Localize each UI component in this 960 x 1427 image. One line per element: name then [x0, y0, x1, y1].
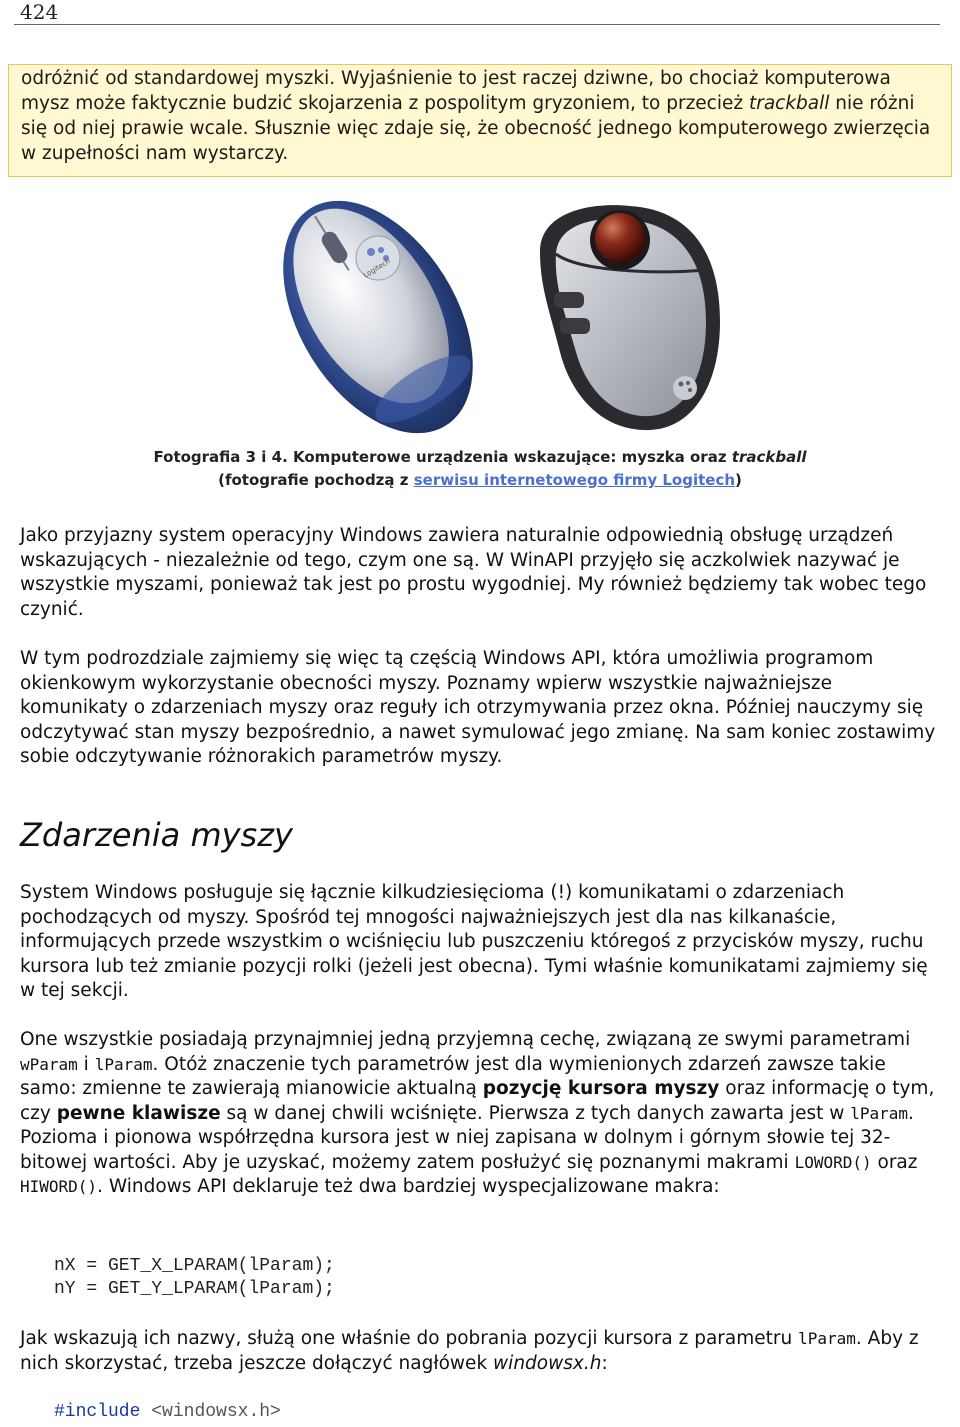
bold-keys: pewne klawisze [56, 1102, 221, 1124]
paragraph-4 [20, 1028, 945, 1200]
note-text-2: nie różni się od niej prawie wcale. Słusznie więc zdaje się, że obecność jednego komputerowego zwierzęcia w zupełności nam wystarczy. [21, 93, 931, 164]
paragraph-5 [20, 1327, 945, 1376]
p5-text: : [601, 1352, 608, 1374]
section-heading: Zdarzenia myszy [20, 816, 293, 854]
note-text: odróżnić od standardowej myszki. Wyjaśnienie to jest raczej dziwne, bo chociaż komputerowa mysz może faktycznie budzić skojarzenia z pospolitym gryzoniem, to przecież [21, 68, 891, 114]
p4-text: One wszystkie posiadają przynajmniej jedną przyjemną cechę, związaną ze swymi parametrami [20, 1029, 911, 1050]
p4-text: są w danej chwili wciśnięte. Pierwsza z tych danych zawarta jest w [220, 1102, 851, 1124]
p4-text: i [77, 1053, 95, 1075]
p5-text: . Aby z nich skorzystać, trzeba jeszcze dołączyć nagłówek [20, 1328, 919, 1374]
mouse-photo [228, 192, 528, 434]
bold-cursor-position: pozycję kursora myszy [482, 1078, 720, 1099]
caption-text: Fotografia 3 i 4. Komputerowe urządzenia wskazujące: myszka oraz [153, 448, 732, 466]
loword-code: LOWORD() [794, 1152, 872, 1172]
hiword-code: HIWORD() [20, 1177, 98, 1196]
p5-text: Jak wskazują ich nazwy, służą one właśnie do pobrania pozycji kursora z parametru [20, 1328, 799, 1349]
p4-text: . Windows API deklaruje też dwa bardziej wyspecjalizowane makra: [97, 1176, 720, 1197]
trackball-photo [520, 192, 748, 434]
p4-text: oraz informację o tym, czy [20, 1078, 935, 1124]
wparam-code: wParam [20, 1054, 78, 1074]
lparam-code: lParam [94, 1054, 153, 1074]
caption-line-2 [0, 469, 960, 492]
include-directive: #include [54, 1402, 141, 1422]
header-rule [14, 24, 940, 25]
code-line: nY = GET_Y_LPARAM(lParam); [54, 1279, 335, 1299]
figure-caption [0, 446, 960, 492]
include-argument: <windowsx.h> [151, 1402, 281, 1422]
page-number: 424 [20, 0, 59, 24]
note-box [8, 64, 952, 177]
caption-source-suffix: ) [735, 471, 742, 489]
p4-text: . Otóż znaczenie tych parametrów jest dla wymienionych zdarzeń zawsze takie samo: zmienne te zawierają mianowicie aktualną [20, 1053, 886, 1099]
lparam-code: lParam [798, 1329, 856, 1348]
code-block-macros [54, 1255, 335, 1301]
caption-emphasis: trackball [731, 448, 807, 466]
paragraph-3: System Windows posługuje się łącznie kilkudziesięcioma (!) komunikatami o zdarzeniach pochodzących od myszy. Spośród tej mnogości najważniejszych jest dla nas kilkanaście, informujących przede wszystkim o wciśnięciu lub puszczeniu któregoś z przycisków myszy, ruchu kursora lub też zmianie pozycji rolki (jeżeli jest obecna). Tymi właśnie komunikatami zajmiemy się w tej sekcji. [20, 882, 928, 1001]
p4-text: . Pozioma i pionowa współrzędna kursora jest w niej zapisana w dolnym i górnym słowie tej 32-bitowej wartości. Aby je uzyskać, możemy zatem posłużyć się poznanymi makrami [20, 1102, 914, 1173]
logitech-link[interactable]: serwisu internetowego firmy Logitech [413, 471, 736, 489]
paragraph-2: W tym podrozdziale zajmiemy się więc tą częścią Windows API, która umożliwia programom okienkowym wykorzystanie obecności myszy. Poznamy wpierw wszystkie najważniejsze komunikaty o zdarzeniach myszy oraz reguły ich otrzymywania przez okna. Później nauczymy się odczytywać stan myszy bezpośrednio, a nawet symulować jego zmianę. Na sam koniec zostawimy sobie odczytywanie różnorakich parametrów myszy. [20, 648, 936, 767]
p4-text: oraz [871, 1151, 918, 1173]
code-block-include [54, 1401, 281, 1424]
paragraph-1: Jako przyjazny system operacyjny Windows zawiera naturalnie odpowiednią obsługę urządzeń wskazujących - niezależnie od tego, czym one są. W WinAPI przyjęło się aczkolwiek nazywać je wszystkie myszami, ponieważ tak jest po prostu wygodniej. My również będziemy tak wobec tego czynić. [20, 525, 927, 620]
caption-line-1 [0, 446, 960, 469]
svg-text:Logitech: Logitech [362, 257, 392, 280]
code-line: nX = GET_X_LPARAM(lParam); [54, 1256, 335, 1276]
lparam-code: lParam [850, 1103, 909, 1123]
caption-source-prefix: (fotografie pochodzą z [218, 471, 414, 489]
note-emphasis: trackball [748, 93, 830, 114]
header-filename: windowsx.h [493, 1352, 602, 1374]
